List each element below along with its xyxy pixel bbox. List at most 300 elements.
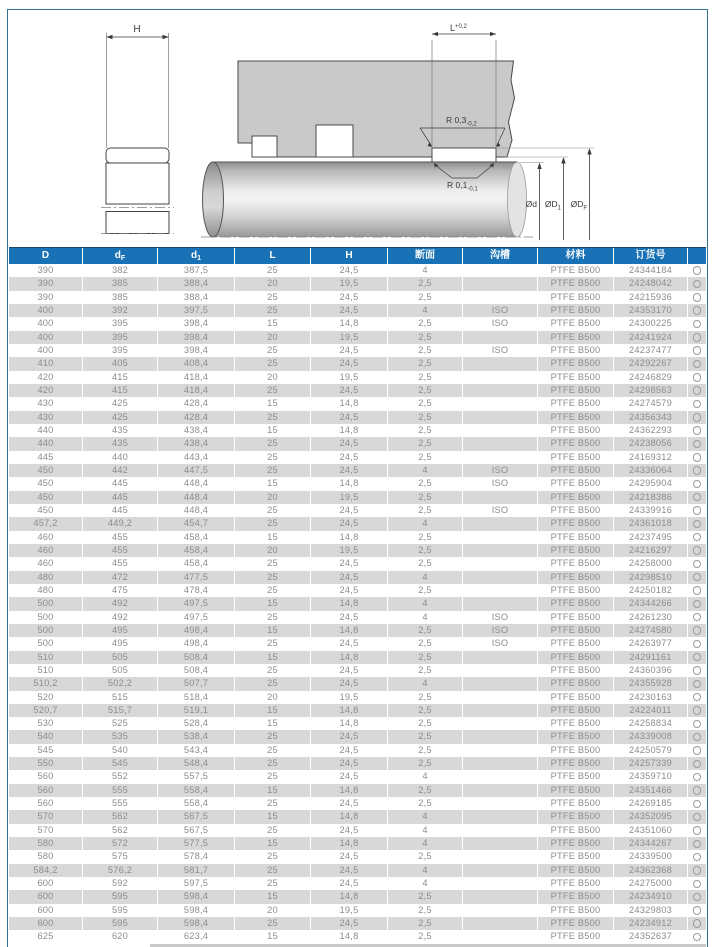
cell-cross-section: 2,5 [388,491,463,504]
cell-d1: 408,4 [158,357,235,370]
radius-bottom-tolerance-label: -0,1 [467,186,478,193]
cell-groove [463,437,538,450]
cell-order-no: 24246829 [614,371,688,384]
cell-groove [463,371,538,384]
table-row [9,824,706,837]
cell-order-no: 24298510 [614,571,688,584]
cell-material: PTFE B500 [538,544,614,557]
cell-L: 25 [235,557,311,570]
column-header-groove: 沟槽 [463,248,538,264]
cell-H: 19,5 [311,371,388,384]
cell-D: 420 [9,371,83,384]
cell-d1: 448,4 [158,504,235,517]
table-row [9,757,706,770]
cell-D: 450 [9,477,83,490]
cell-cross-section: 2,5 [388,651,463,664]
availability-cell [688,504,706,517]
cell-D: 400 [9,331,83,344]
availability-circle-icon [693,626,702,635]
availability-cell [688,291,706,304]
cell-groove [463,864,538,877]
cell-L: 25 [235,917,311,930]
table-row [9,730,706,743]
cell-material: PTFE B500 [538,317,614,330]
cell-cross-section: 2,5 [388,544,463,557]
cell-D: 510 [9,664,83,677]
cell-H: 24,5 [311,677,388,690]
cell-L: 15 [235,397,311,410]
cell-groove [463,930,538,943]
cell-groove: ISO [463,317,538,330]
cell-D: 500 [9,637,83,650]
shaft-end-cap-left [203,162,224,237]
availability-cell [688,664,706,677]
cell-cross-section: 4 [388,864,463,877]
cell-order-no: 24274579 [614,397,688,410]
cell-material: PTFE B500 [538,824,614,837]
availability-cell [688,730,706,743]
availability-cell [688,557,706,570]
cell-cross-section: 2,5 [388,917,463,930]
cell-dF: 575 [83,850,158,863]
cell-order-no: 24361018 [614,517,688,530]
cell-order-no: 24234910 [614,890,688,903]
cell-cross-section: 2,5 [388,371,463,384]
table-row [9,704,706,717]
availability-circle-icon [693,880,702,889]
availability-circle-icon [693,919,702,928]
cell-order-no: 24250182 [614,584,688,597]
cell-cross-section: 2,5 [388,890,463,903]
availability-cell [688,491,706,504]
cell-material: PTFE B500 [538,384,614,397]
table-row [9,331,706,344]
cell-cross-section: 2,5 [388,397,463,410]
cell-H: 14,8 [311,717,388,730]
cell-cross-section: 2,5 [388,730,463,743]
cell-groove: ISO [463,611,538,624]
cell-cross-section: 2,5 [388,904,463,917]
cell-material: PTFE B500 [538,850,614,863]
cell-d1: 567,5 [158,810,235,823]
cell-D: 500 [9,597,83,610]
cell-L: 20 [235,904,311,917]
cell-d1: 458,4 [158,531,235,544]
availability-circle-icon [693,493,702,502]
table-row [9,424,706,437]
cell-H: 14,8 [311,397,388,410]
availability-circle-icon [693,480,702,489]
cell-dF: 540 [83,744,158,757]
cell-dF: 435 [83,437,158,450]
cell-order-no: 24339916 [614,504,688,517]
cell-L: 15 [235,930,311,943]
column-header-D: D [9,248,83,264]
availability-cell [688,357,706,370]
dia-shaft-label: Ød [525,199,537,209]
cell-H: 24,5 [311,824,388,837]
table-row [9,411,706,424]
table-row [9,357,706,370]
availability-circle-icon [693,560,702,569]
table-row [9,264,706,277]
availability-circle-icon [693,373,702,382]
cell-material: PTFE B500 [538,664,614,677]
cell-H: 24,5 [311,864,388,877]
cell-dF: 405 [83,357,158,370]
availability-cell [688,304,706,317]
cell-H: 14,8 [311,424,388,437]
cell-d1: 477,5 [158,571,235,584]
cell-cross-section: 2,5 [388,411,463,424]
table-row [9,717,706,730]
cell-order-no: 24263977 [614,637,688,650]
cell-H: 19,5 [311,491,388,504]
cell-H: 24,5 [311,611,388,624]
availability-circle-icon [693,813,702,822]
table-row [9,917,706,930]
cell-dF: 525 [83,717,158,730]
cell-d1: 388,4 [158,291,235,304]
cell-d1: 543,4 [158,744,235,757]
cell-cross-section: 2,5 [388,344,463,357]
cell-D: 560 [9,797,83,810]
availability-cell [688,837,706,850]
cell-H: 24,5 [311,917,388,930]
cell-L: 25 [235,850,311,863]
cell-H: 14,8 [311,317,388,330]
cell-dF: 572 [83,837,158,850]
availability-cell [688,770,706,783]
cell-L: 15 [235,810,311,823]
cell-order-no: 24344267 [614,837,688,850]
cell-L: 25 [235,824,311,837]
cell-cross-section: 2,5 [388,451,463,464]
cell-order-no: 24344184 [614,264,688,277]
availability-circle-icon [693,453,702,462]
cell-order-no: 24238056 [614,437,688,450]
cell-d1: 528,4 [158,717,235,730]
cell-D: 460 [9,531,83,544]
cell-d1: 507,7 [158,677,235,690]
availability-circle-icon [693,320,702,329]
availability-circle-icon [693,760,702,769]
cell-cross-section: 2,5 [388,291,463,304]
cell-material: PTFE B500 [538,611,614,624]
availability-cell [688,517,706,530]
cell-groove [463,291,538,304]
cell-L: 25 [235,504,311,517]
cell-L: 25 [235,464,311,477]
cell-H: 14,8 [311,531,388,544]
cell-material: PTFE B500 [538,930,614,943]
table-row [9,451,706,464]
cell-H: 19,5 [311,544,388,557]
cell-L: 20 [235,331,311,344]
cell-material: PTFE B500 [538,357,614,370]
availability-cell [688,597,706,610]
availability-cell [688,691,706,704]
column-header-dF: $d_F$ [83,248,158,264]
cell-H: 24,5 [311,637,388,650]
cell-d1: 397,5 [158,304,235,317]
cell-L: 25 [235,571,311,584]
cell-d1: 538,4 [158,730,235,743]
cell-cross-section: 2,5 [388,357,463,370]
table-row [9,504,706,517]
cell-order-no: 24230163 [614,691,688,704]
housing-block [238,61,515,157]
table-row [9,437,706,450]
cell-groove [463,491,538,504]
table-row [9,877,706,890]
availability-circle-icon [693,746,702,755]
shaft-body [213,162,517,237]
cell-H: 24,5 [311,384,388,397]
cell-D: 460 [9,557,83,570]
table-row [9,477,706,490]
cell-L: 25 [235,770,311,783]
cell-groove [463,411,538,424]
cell-order-no: 24356343 [614,411,688,424]
cell-material: PTFE B500 [538,624,614,637]
cell-d1: 447,5 [158,464,235,477]
availability-circle-icon [693,520,702,529]
cell-L: 25 [235,757,311,770]
cell-D: 600 [9,877,83,890]
svg-text:ØDF [571,199,588,212]
cell-cross-section: 4 [388,824,463,837]
cell-d1: 418,4 [158,371,235,384]
cell-D: 570 [9,824,83,837]
cell-d1: 478,4 [158,584,235,597]
availability-cell [688,797,706,810]
cell-material: PTFE B500 [538,424,614,437]
cell-cross-section: 2,5 [388,744,463,757]
cell-D: 410 [9,357,83,370]
cell-groove [463,544,538,557]
l-dimension-label: L [450,23,456,33]
table-row [9,637,706,650]
availability-circle-icon [693,893,702,902]
cell-D: 450 [9,491,83,504]
cell-cross-section: 4 [388,611,463,624]
availability-circle-icon [693,773,702,782]
seal-cross-section-figure [101,24,174,234]
cell-order-no: 24261230 [614,611,688,624]
table-row [9,277,706,290]
cell-L: 25 [235,730,311,743]
availability-circle-icon [693,786,702,795]
availability-cell [688,317,706,330]
table-row [9,810,706,823]
cell-groove: ISO [463,304,538,317]
availability-circle-icon [693,613,702,622]
cell-groove [463,264,538,277]
cell-d1: 623,4 [158,930,235,943]
cell-material: PTFE B500 [538,344,614,357]
cell-L: 15 [235,784,311,797]
cell-L: 25 [235,291,311,304]
cell-L: 25 [235,437,311,450]
availability-circle-icon [693,666,702,675]
l-tolerance-label: +0,2 [455,24,467,30]
cell-material: PTFE B500 [538,757,614,770]
availability-circle-icon [693,280,702,289]
cell-d1: 448,4 [158,491,235,504]
cell-dF: 535 [83,730,158,743]
table-row [9,770,706,783]
cell-groove [463,651,538,664]
availability-circle-icon [693,706,702,715]
cell-groove [463,557,538,570]
cell-L: 25 [235,877,311,890]
cell-groove: ISO [463,464,538,477]
table-row [9,544,706,557]
cell-material: PTFE B500 [538,597,614,610]
cell-d1: 581,7 [158,864,235,877]
cell-D: 420 [9,384,83,397]
column-header-L: L [235,248,311,264]
column-header-cross-section: 断面 [388,248,463,264]
table-row [9,371,706,384]
cell-dF: 595 [83,890,158,903]
cell-d1: 567,5 [158,824,235,837]
table-row [9,624,706,637]
cell-d1: 418,4 [158,384,235,397]
availability-circle-icon [693,333,702,342]
cell-order-no: 24169312 [614,451,688,464]
cell-D: 600 [9,917,83,930]
cell-dF: 385 [83,291,158,304]
housing-step-right [316,125,353,157]
cell-dF: 595 [83,917,158,930]
cell-d1: 557,5 [158,770,235,783]
cell-material: PTFE B500 [538,797,614,810]
cell-material: PTFE B500 [538,504,614,517]
availability-cell [688,411,706,424]
cell-d1: 454,7 [158,517,235,530]
availability-circle-icon [693,466,702,475]
technical-drawing [0,0,715,247]
cell-cross-section: 2,5 [388,930,463,943]
cell-dF: 392 [83,304,158,317]
cell-L: 25 [235,451,311,464]
cell-order-no: 24300225 [614,317,688,330]
cell-material: PTFE B500 [538,464,614,477]
cell-groove [463,451,538,464]
cell-D: 390 [9,277,83,290]
availability-cell [688,930,706,943]
table-row [9,304,706,317]
cell-L: 20 [235,371,311,384]
cell-cross-section: 2,5 [388,717,463,730]
cell-cross-section: 4 [388,264,463,277]
cell-cross-section: 2,5 [388,624,463,637]
cell-H: 14,8 [311,837,388,850]
cell-material: PTFE B500 [538,557,614,570]
cell-order-no: 24218386 [614,491,688,504]
cell-material: PTFE B500 [538,571,614,584]
cell-L: 25 [235,864,311,877]
dia-df-label: ØD [570,199,584,209]
cell-groove [463,397,538,410]
cell-material: PTFE B500 [538,304,614,317]
availability-cell [688,717,706,730]
cell-H: 24,5 [311,557,388,570]
cell-d1: 497,5 [158,611,235,624]
availability-cell [688,877,706,890]
cell-d1: 398,4 [158,317,235,330]
availability-cell [688,784,706,797]
cell-order-no: 24274580 [614,624,688,637]
cell-d1: 508,4 [158,664,235,677]
cell-order-no: 24237477 [614,344,688,357]
cell-H: 24,5 [311,464,388,477]
cell-order-no: 24351466 [614,784,688,797]
cell-dF: 455 [83,557,158,570]
cell-D: 450 [9,504,83,517]
cell-groove [463,384,538,397]
cell-D: 440 [9,424,83,437]
column-header-availability [688,248,706,264]
cell-dF: 382 [83,264,158,277]
cell-cross-section: 2,5 [388,584,463,597]
cell-material: PTFE B500 [538,837,614,850]
availability-circle-icon [693,653,702,662]
availability-circle-icon [693,573,702,582]
table-row [9,464,706,477]
availability-circle-icon [693,386,702,395]
cell-order-no: 24258000 [614,557,688,570]
cell-D: 550 [9,757,83,770]
cell-D: 500 [9,611,83,624]
cell-d1: 443,4 [158,451,235,464]
availability-cell [688,637,706,650]
cell-order-no: 24336064 [614,464,688,477]
availability-cell [688,544,706,557]
cell-groove [463,717,538,730]
availability-cell [688,624,706,637]
availability-cell [688,904,706,917]
cell-order-no: 24291161 [614,651,688,664]
cell-D: 390 [9,264,83,277]
cell-order-no: 24258834 [614,717,688,730]
cell-d1: 577,5 [158,837,235,850]
cell-dF: 425 [83,411,158,424]
table-row [9,651,706,664]
cell-H: 24,5 [311,877,388,890]
cell-d1: 578,4 [158,850,235,863]
cell-D: 560 [9,770,83,783]
availability-cell [688,277,706,290]
cell-d1: 558,4 [158,784,235,797]
availability-cell [688,611,706,624]
cell-cross-section: 4 [388,770,463,783]
cell-D: 570 [9,810,83,823]
cell-D: 430 [9,397,83,410]
cell-groove [463,531,538,544]
cell-D: 400 [9,304,83,317]
cell-cross-section: 4 [388,304,463,317]
cell-dF: 545 [83,757,158,770]
availability-circle-icon [693,840,702,849]
cell-L: 25 [235,304,311,317]
cell-cross-section: 2,5 [388,691,463,704]
cell-d1: 598,4 [158,904,235,917]
cell-dF: 552 [83,770,158,783]
availability-cell [688,744,706,757]
